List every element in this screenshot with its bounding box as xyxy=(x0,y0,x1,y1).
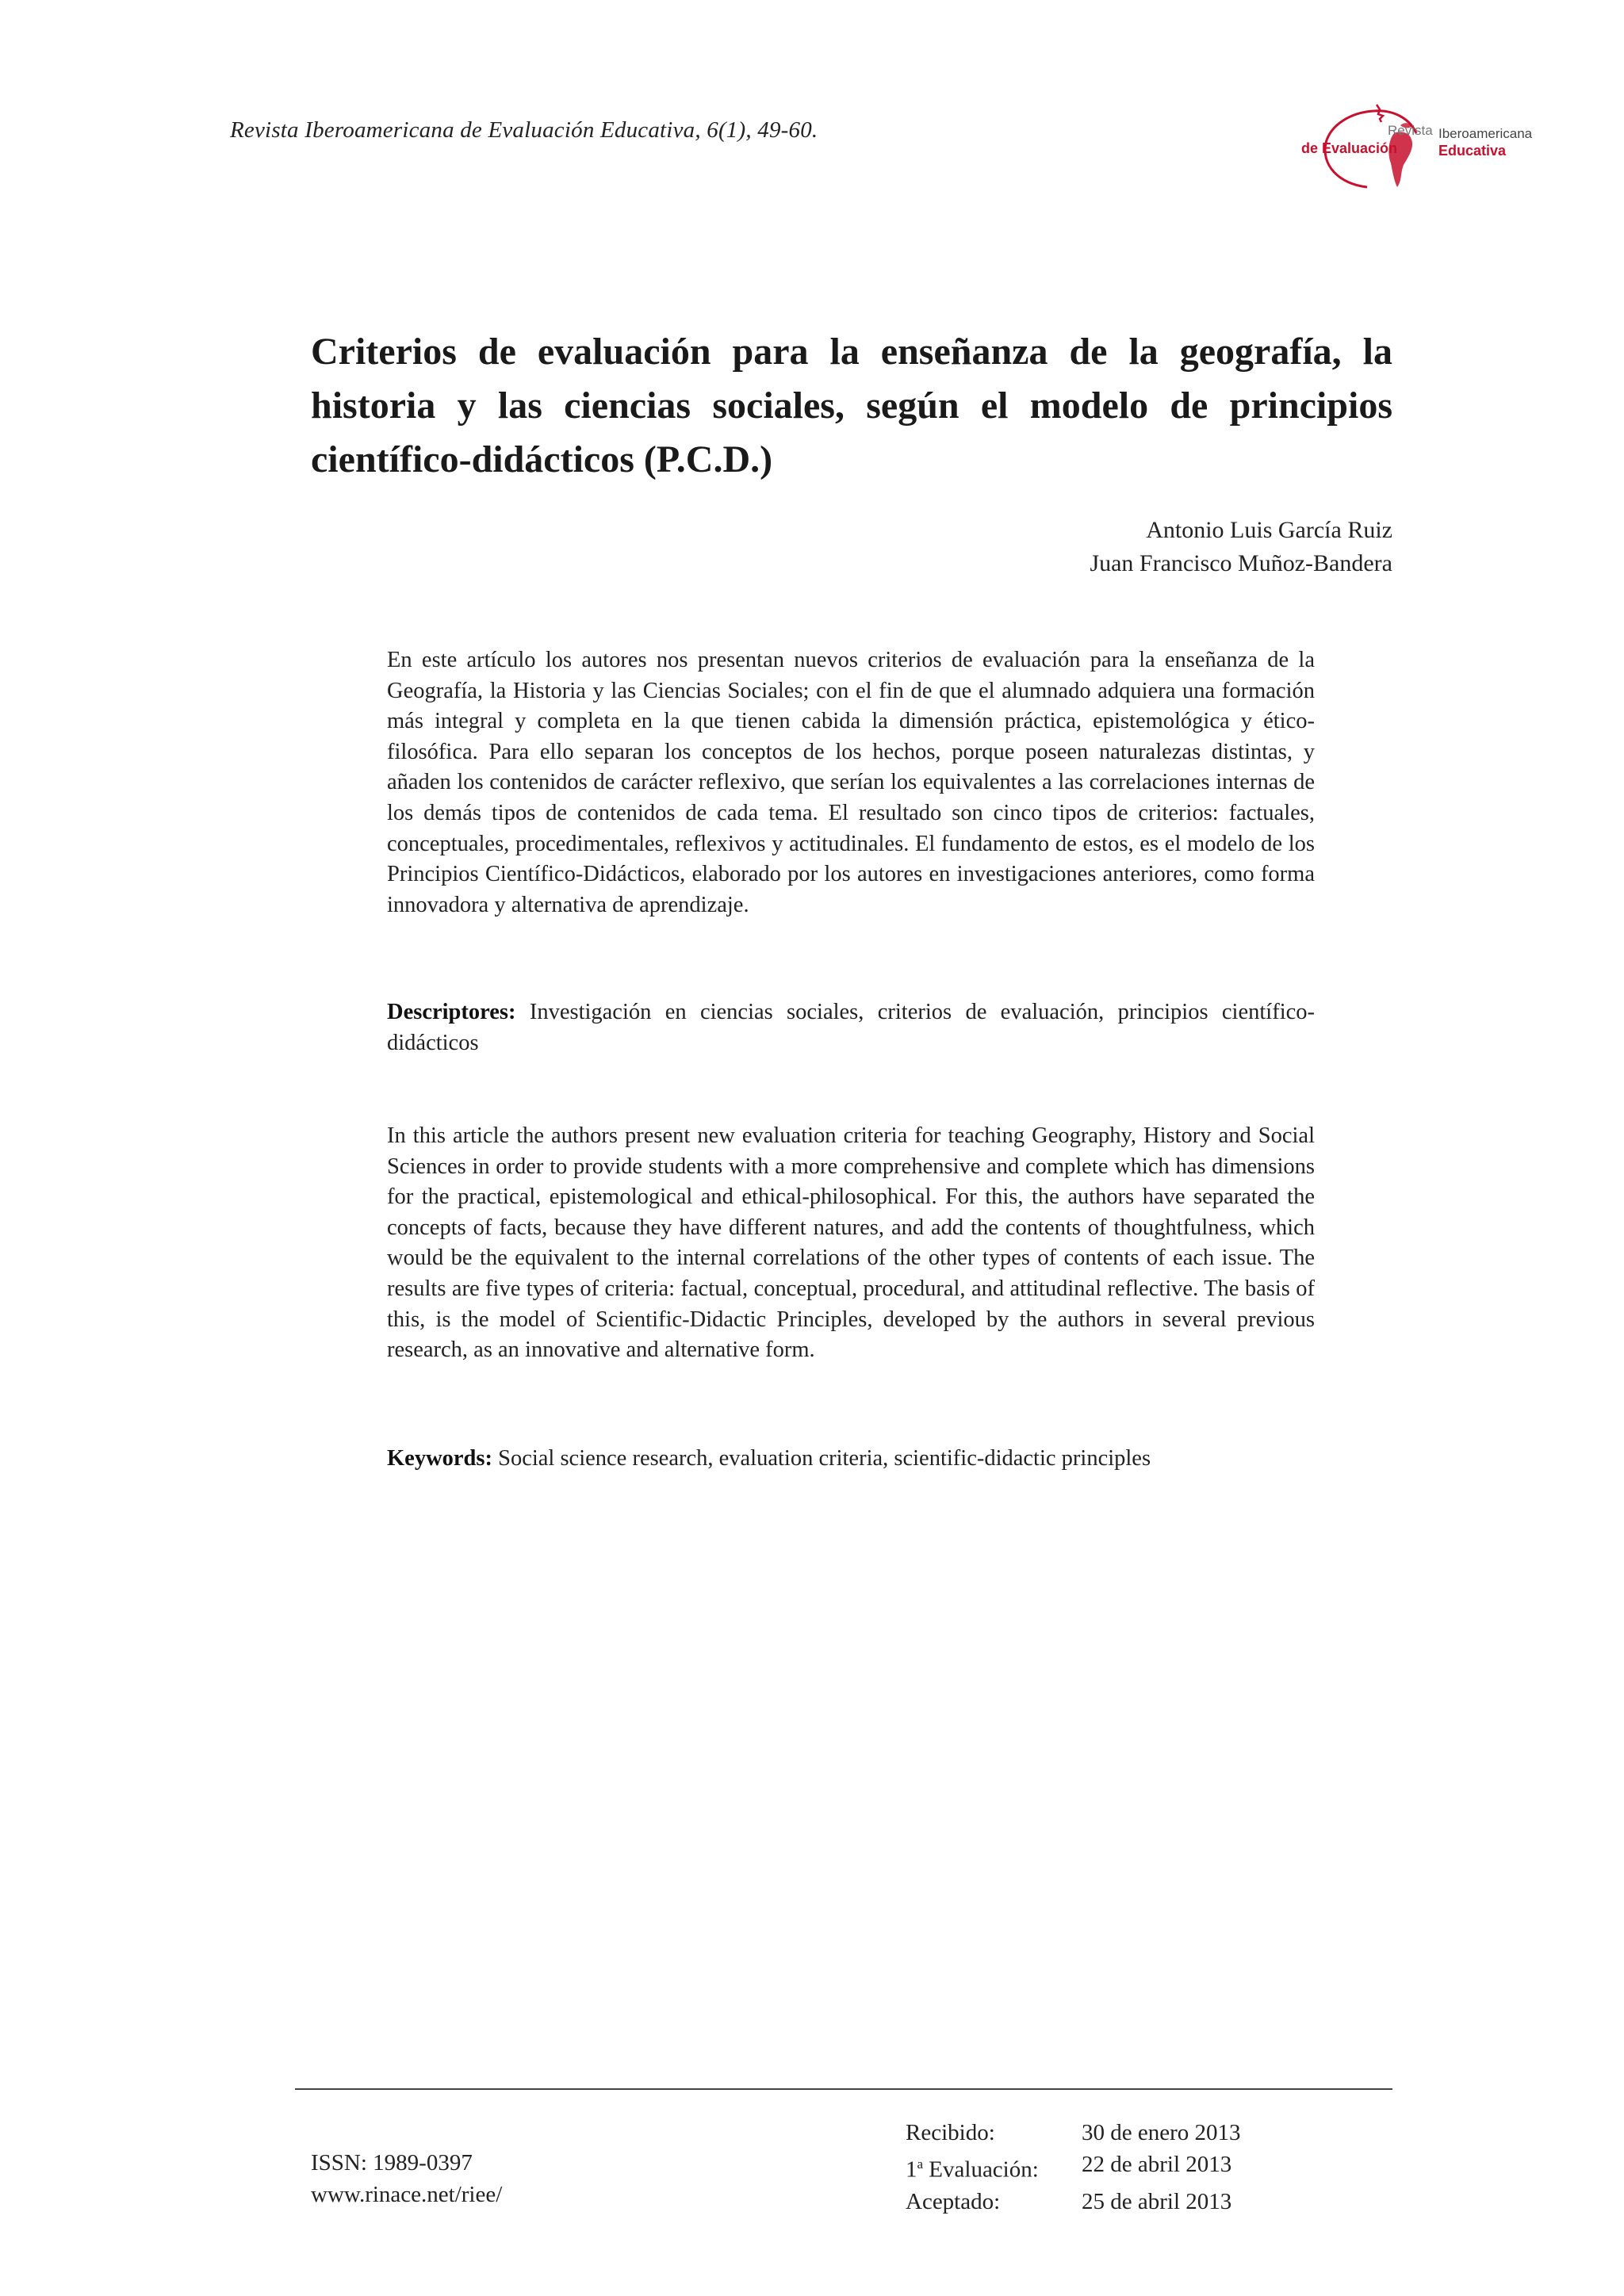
keywords-english xyxy=(387,1444,1315,1475)
footer-dates xyxy=(906,2117,1241,2218)
journal-reference: Revista Iberoamericana de Evaluación Educativa, 6(1), 49-60. xyxy=(230,117,818,143)
evaluation-row xyxy=(906,2149,1241,2186)
logo-text-educativa: Educativa xyxy=(1438,143,1507,159)
author-name: Antonio Luis García Ruiz xyxy=(1146,517,1392,543)
logo-text-de-evaluacion: de Evaluación xyxy=(1301,140,1398,156)
footer-journal-info xyxy=(311,2147,502,2210)
accepted-label: Aceptado: xyxy=(906,2188,1001,2214)
keywords-spanish xyxy=(387,997,1315,1058)
author-list xyxy=(1090,514,1392,580)
received-row xyxy=(906,2117,1241,2149)
evaluation-label-text: Evaluación: xyxy=(923,2156,1039,2183)
received-date: 30 de enero 2013 xyxy=(1082,2120,1241,2145)
evaluation-label-superscript: a xyxy=(917,2156,924,2172)
issn: ISSN: 1989-0397 xyxy=(311,2150,473,2175)
author-name: Juan Francisco Muñoz-Bandera xyxy=(1090,550,1392,576)
logo-text-revista: Revista xyxy=(1388,123,1433,138)
evaluation-label xyxy=(906,2149,1082,2186)
logo-text-iberoamericana: Iberoamericana xyxy=(1438,126,1533,141)
keywords-text: Investigación en ciencias sociales, criterios de evaluación, principios científico-didácticos xyxy=(387,1000,1316,1055)
evaluation-label-number: 1 xyxy=(906,2156,917,2183)
abstract-spanish: En este artículo los autores nos presentan nuevos criterios de evaluación para la enseñanza de la Geografía, la Historia y las Ciencias Sociales; con el fin de que el alumnado adquiera una formación más integral y completa en la que tienen cabida la dimensión práctica, epistemológica y ético-filosófica. Para ello separan los conceptos de los hechos, porque poseen naturalezas distintas, y añaden los contenidos de carácter reflexivo, que serían los equivalentes a las correlaciones internas de los demás tipos de contenidos de cada tema. El resultado son cinco tipos de criterios: factuales, conceptuales, procedimentales, reflexivos y actitudinales. El fundamento de estos, es el modelo de los Principios Científico-Didácticos, elaborado por los autores en investigaciones anteriores, como forma innovadora y alternativa de aprendizaje. xyxy=(387,648,1315,917)
accepted-date: 25 de abril 2013 xyxy=(1082,2188,1232,2214)
journal-url: www.rinace.net/riee/ xyxy=(311,2182,503,2207)
keywords-text: Social science research, evaluation criteria, scientific-didactic principles xyxy=(498,1446,1151,1471)
article-title: Criterios de evaluación para la enseñanza de la geografía, la historia y las ciencias sociales, según el modelo de principios científico-didácticos (P.C.D.) xyxy=(311,331,1392,480)
evaluation-date: 22 de abril 2013 xyxy=(1082,2152,1232,2177)
footer-divider xyxy=(295,2088,1392,2090)
abstract-english: In this article the authors present new evaluation criteria for teaching Geography, History and Social Sciences in order to provide students with a more comprehensive and complete which has dimensions for the practical, epistemological and ethical-philosophical. For this, the authors have separated the concepts of facts, because they have different natures, and add the contents of thoughtfulness, which would be the equivalent to the internal correlations of the other types of contents of each issue. The results are five types of criteria: factual, conceptual, procedural, and attitudinal reflective. The basis of this, is the model of Scientific-Didactic Principles, developed by the authors in several previous research, as an innovative and alternative form. xyxy=(387,1123,1315,1363)
accepted-row xyxy=(906,2186,1241,2218)
received-label: Recibido: xyxy=(906,2120,995,2145)
keywords-label: Keywords: xyxy=(387,1446,492,1471)
journal-logo xyxy=(1291,101,1533,197)
keywords-label: Descriptores: xyxy=(387,1000,516,1024)
